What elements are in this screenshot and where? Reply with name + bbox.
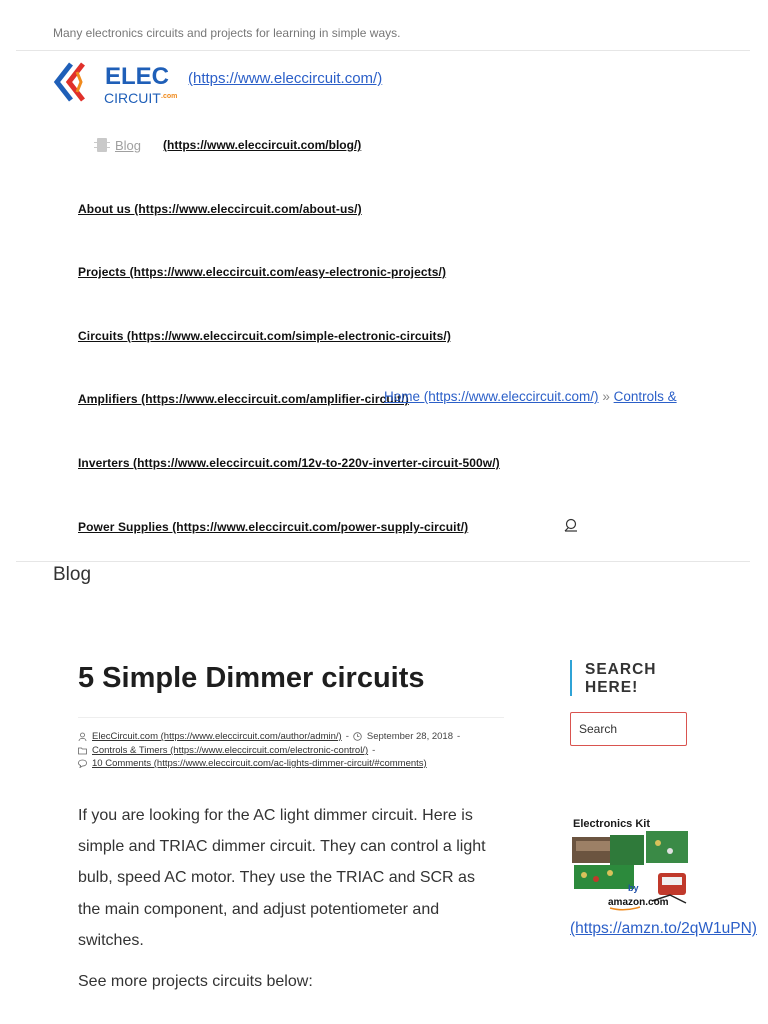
user-icon bbox=[78, 732, 87, 741]
title-divider bbox=[78, 717, 504, 718]
sidebar-heading: SEARCH HERE! bbox=[585, 661, 657, 696]
nav-divider bbox=[16, 561, 750, 562]
post-meta-row-3 bbox=[78, 758, 427, 769]
breadcrumb-separator: » bbox=[602, 389, 610, 404]
logo-word-top: ELEC bbox=[105, 63, 170, 90]
site-tagline: Many electronics circuits and projects for learning in simple ways. bbox=[53, 26, 401, 40]
post-meta-row-2 bbox=[78, 745, 379, 756]
nav-item-power-supplies[interactable]: Power Supplies (https://www.eleccircuit.com/power-supply-circuit/) bbox=[78, 520, 469, 534]
post-more: See more projects circuits below: bbox=[78, 973, 313, 990]
meta-separator: - bbox=[345, 731, 349, 742]
breadcrumb bbox=[384, 389, 677, 404]
post-body: If you are looking for the AC light dimmer circuit. Here is simple and TRIAC dimmer circuit. They can control a light bulb, speed AC motor. They use the TRIAC and SCR as the main component, and adjust potentiometer and switches. bbox=[78, 807, 486, 949]
amazon-ad-link[interactable]: (https://amzn.to/2qW1uPN) bbox=[570, 920, 757, 937]
search-icon[interactable] bbox=[563, 518, 579, 534]
clock-icon bbox=[353, 732, 362, 741]
post-meta-row-1 bbox=[78, 731, 464, 742]
nav-item-inverters[interactable]: Inverters (https://www.eleccircuit.com/12v-to-220v-inverter-circuit-500w/) bbox=[78, 456, 500, 470]
chip-icon bbox=[97, 138, 107, 152]
post-comments[interactable]: 10 Comments (https://www.eleccircuit.com/ac-lights-dimmer-circuit/#comments) bbox=[92, 758, 427, 769]
post-category[interactable]: Controls & Timers (https://www.eleccircuit.com/electronic-control/) bbox=[92, 745, 369, 756]
logo-word-bottom: CIRCUIT bbox=[104, 90, 161, 106]
header-divider bbox=[16, 50, 750, 51]
site-logo[interactable] bbox=[53, 60, 188, 106]
breadcrumb-current[interactable]: Controls & bbox=[613, 389, 677, 404]
logo-link[interactable]: (https://www.eleccircuit.com/) bbox=[188, 70, 383, 87]
breadcrumb-home[interactable]: Home (https://www.eleccircuit.com/) bbox=[384, 389, 599, 404]
nav-item-projects[interactable]: Projects (https://www.eleccircuit.com/easy-electronic-projects/) bbox=[78, 265, 447, 279]
ad-brand: amazon.com bbox=[608, 897, 669, 908]
nav-blog[interactable] bbox=[97, 136, 361, 154]
nav-blog-url[interactable]: (https://www.eleccircuit.com/blog/) bbox=[163, 138, 362, 152]
page-title: Blog bbox=[53, 564, 92, 585]
nav-item-amplifiers[interactable]: Amplifiers (https://www.eleccircuit.com/amplifier-circuit/) bbox=[78, 392, 409, 406]
sidebar-accent-bar bbox=[570, 660, 572, 696]
sidebar-search-input[interactable] bbox=[570, 712, 687, 746]
meta-separator: - bbox=[456, 731, 461, 742]
post-date: September 28, 2018 bbox=[366, 731, 453, 742]
nav-blog-label[interactable]: Blog bbox=[115, 137, 142, 153]
meta-separator: - bbox=[372, 745, 376, 756]
nav-item-circuits[interactable]: Circuits (https://www.eleccircuit.com/simple-electronic-circuits/) bbox=[78, 329, 451, 343]
folder-icon bbox=[78, 746, 87, 755]
amazon-ad-image[interactable] bbox=[570, 815, 692, 913]
post-title: 5 Simple Dimmer circuits bbox=[78, 662, 425, 694]
ad-by: by bbox=[628, 883, 639, 893]
ad-title: Electronics Kit bbox=[573, 818, 651, 830]
comment-icon bbox=[78, 759, 87, 768]
logo-suffix: .com bbox=[161, 93, 178, 100]
post-author[interactable]: ElecCircuit.com (https://www.eleccircuit.com/author/admin/) bbox=[92, 731, 342, 742]
nav-item-about[interactable]: About us (https://www.eleccircuit.com/about-us/) bbox=[78, 202, 362, 216]
